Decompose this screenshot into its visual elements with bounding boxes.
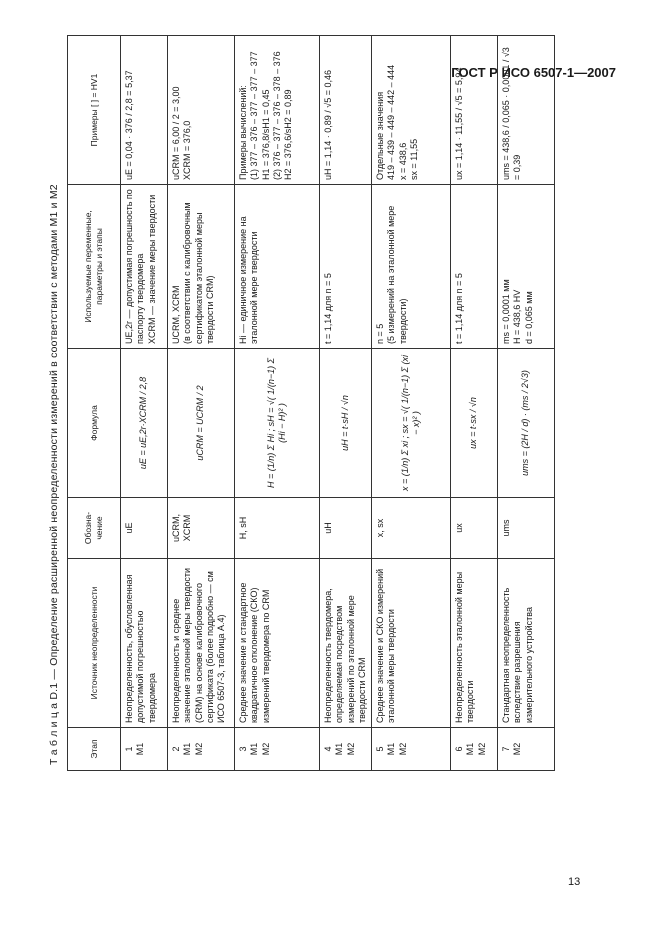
table-caption: Т а б л и ц а D.1 — Определение расширенной неопределенности измерений в соответствии с методами М1 и М2 [48, 184, 60, 765]
table-row [235, 36, 320, 771]
row-source: Среднее значение и СКО измерений эталонной меры твердости [372, 559, 451, 728]
row-example: uE = 0,04 · 376 / 2,8 = 5,37 [121, 36, 168, 185]
row-formula: uCRM = UCRM / 2 [168, 349, 235, 498]
row-stage: 3 М1 М2 [235, 728, 320, 771]
page-number: 13 [568, 876, 581, 888]
row-example: Примеры вычислений: (1) 377 – 376 – 377 – 377 – 377 H1 = 376,8/sH1 = 0,45 (2) 376 – 377 – 376 – 378 – 376 H2 = 376,6/sH2 = 0,89 [235, 36, 320, 185]
row-variables: UCRM, XCRM (в соответствии с калибровочным сертификатом эталонной меры твердости CRM) [168, 185, 235, 349]
table-row [121, 36, 168, 771]
table-header-row [68, 36, 121, 771]
row-formula: uH = t·sH / √n [320, 349, 372, 498]
col-symbol: Обозна-чение [68, 498, 121, 559]
row-formula: x = (1/n) Σ xi ; sx = √( 1/(n−1) Σ (xi − x)² ) [372, 349, 451, 498]
col-examples: Примеры [ ] = HV1 [68, 36, 121, 185]
row-symbol: ux [451, 498, 498, 559]
table-row [320, 36, 372, 771]
row-formula: ux = t·sx / √n [451, 349, 498, 498]
row-source: Стандартная неопределенность вследствие разрешения измерительного устройства [498, 559, 555, 728]
table-body [121, 36, 555, 771]
row-symbol: uH [320, 498, 372, 559]
col-variables: Используемые переменные, параметры и этапы [68, 185, 121, 349]
row-source: Неопределенность и среднее значение эталонной меры твердости (CRM) на основе калибровочного сертификата (более подробно — см ИСО 6507-3, таблица А.4) [168, 559, 235, 728]
row-source: Среднее значение и стандартное квадратичное отклонение (СКО) измерений твердомера по CRM [235, 559, 320, 728]
table-row [498, 36, 555, 771]
row-formula: ums = (2H / d) · (ms / 2√3) [498, 349, 555, 498]
row-symbol: uE [121, 498, 168, 559]
row-variables: UE,2r — допустимая погрешность по паспорту твердомера XCRM — значение меры твердости [121, 185, 168, 349]
row-variables: t = 1,14 для n = 5 [320, 185, 372, 349]
row-variables: t = 1,14 для n = 5 [451, 185, 498, 349]
row-stage: 2 М1 М2 [168, 728, 235, 771]
row-symbol: uCRM, XCRM [168, 498, 235, 559]
row-source: Неопределенность, обусловленная допустимой погрешностью твердомера [121, 559, 168, 728]
col-stage: Этап [68, 728, 121, 771]
row-stage: 5 М1 М2 [372, 728, 451, 771]
col-formula: Формула [68, 349, 121, 498]
row-symbol: ums [498, 498, 555, 559]
row-example: ums = 438,6 / 0,065 · 0,0001 / √3 = 0,39 [498, 36, 555, 185]
standard-header: ГОСТ Р ИСО 6507-1—2007 [451, 65, 616, 80]
row-source: Неопределенность твердомера, определяемая посредством измерений по эталонной мере твердости CRM [320, 559, 372, 728]
rotated-table-wrapper [67, 35, 555, 771]
row-example: uH = 1,14 · 0,89 / √5 = 0,46 [320, 36, 372, 185]
table-row [168, 36, 235, 771]
col-source: Источник неопределенности [68, 559, 121, 728]
uncertainty-table [67, 35, 555, 771]
table-row [372, 36, 451, 771]
row-symbol: x, sx [372, 498, 451, 559]
row-formula: H = (1/n) Σ Hi ; sH = √( 1/(n−1) Σ (Hi − H)² ) [235, 349, 320, 498]
row-formula: uE = uE,2r·XCRM / 2,8 [121, 349, 168, 498]
row-stage: 1 М1 [121, 728, 168, 771]
row-example: Отдельные значения 419 – 439 – 449 – 442 – 444 x = 438,6 sx = 11,55 [372, 36, 451, 185]
row-example: ux = 1,14 · 11,55 / √5 = 5,94 [451, 36, 498, 185]
row-stage: 7 М2 [498, 728, 555, 771]
row-stage: 6 М1 М2 [451, 728, 498, 771]
row-example: uCRM = 6,00 / 2 = 3,00 XCRM = 376,0 [168, 36, 235, 185]
row-stage: 4 М1 М2 [320, 728, 372, 771]
row-variables: n = 5 (5 измерений на эталонной мере твердости) [372, 185, 451, 349]
row-variables: Hi — единичное измерение на эталонной мере твердости [235, 185, 320, 349]
table-row [451, 36, 498, 771]
row-variables: ms = 0,0001 мм H = 438,6 HV d = 0,065 мм [498, 185, 555, 349]
row-symbol: H, sH [235, 498, 320, 559]
row-source: Неопределенность эталонной меры твердости [451, 559, 498, 728]
